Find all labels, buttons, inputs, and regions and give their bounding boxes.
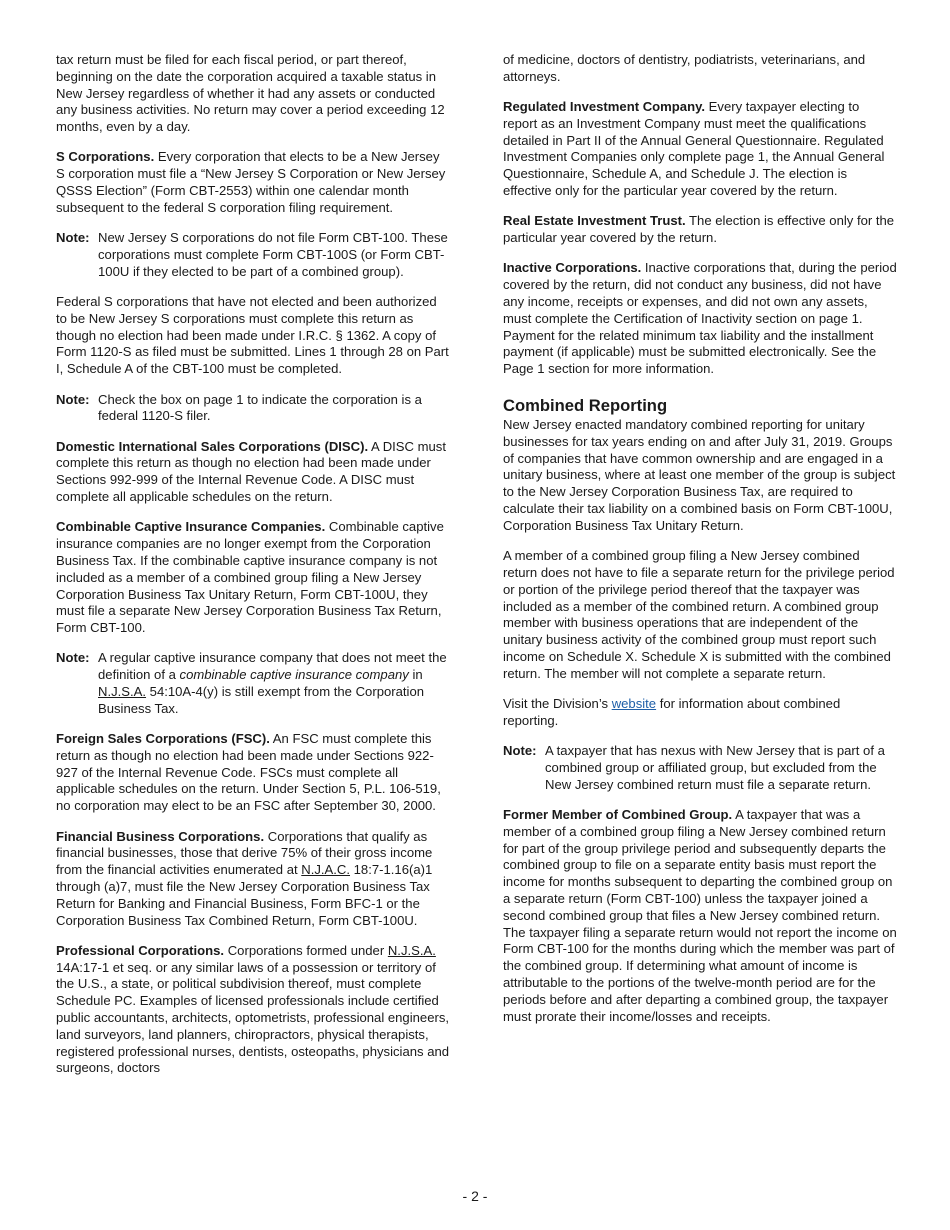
njsa-reference: N.J.S.A.: [98, 684, 147, 699]
disc-paragraph: [56, 439, 450, 506]
ric-paragraph: [503, 99, 897, 200]
visit-text: for information about combined reporting.: [503, 696, 841, 728]
right-column: [503, 52, 897, 1039]
ric-text: Every taxpayer electing to report as an Investment Company must meet the qualifications detailed in Part II of the Annual General Questionnaire. Regulated Investment Companies only complete page 1, the Annual General Questionnaire, Schedule A, and Schedule J. The election is effective only for the particular year covered by the return.: [503, 99, 885, 199]
professional-corporations-heading: Professional Corporations.: [56, 942, 225, 958]
note-s-corp: [56, 230, 450, 280]
website-link[interactable]: website: [611, 696, 657, 711]
note-label: Note:: [503, 743, 537, 759]
note-text: A taxpayer that has nexus with New Jersey that is part of a combined group or affiliated group, but excluded from the New Jersey combined return must file a separate return.: [545, 743, 885, 792]
professional-corporations-paragraph: [56, 943, 450, 1077]
combined-reporting-title: Combined Reporting: [503, 396, 668, 416]
note-text-part: A regular captive insurance company that does not meet the definition of a: [98, 650, 447, 683]
combined-paragraph-2: A member of a combined group filing a New Jersey combined return does not have to file a separate return for the privilege period or portion of the privilege period thereof that the taxpayer was included as a member of the combined return. A combined group member with business operations that are independent of the unitary business activity of the combined group must report such income on Schedule X. Schedule X is submitted with the combined return. The member will not complete a separate return.: [503, 548, 895, 681]
disc-heading: Domestic International Sales Corporations (DISC).: [56, 438, 369, 454]
captive-insurance-heading: Combinable Captive Insurance Companies.: [56, 519, 326, 535]
note-1120s: [56, 392, 450, 426]
captive-insurance-paragraph: [56, 519, 450, 637]
professional-corporations-text: Corporations formed under: [224, 942, 388, 958]
ric-heading: Regulated Investment Company.: [503, 99, 706, 115]
note-nexus: [503, 743, 897, 793]
note-text: Check the box on page 1 to indicate the corporation is a federal 1120-S filer.: [98, 391, 422, 424]
financial-business-text: Corporations that qualify as financial businesses, those that derive 75% of their gross income from the financial activities enumerated at: [56, 828, 433, 878]
note-text-part: in: [408, 667, 423, 683]
note-text: New Jersey S corporations do not file Form CBT-100. These corporations must complete Form CBT-100S (or Form CBT-100U if they elected to be part of a combined group).: [98, 230, 448, 279]
continued-paragraph: of medicine, doctors of dentistry, podiatrists, veterinarians, and attorneys.: [503, 52, 866, 84]
reit-heading: Real Estate Investment Trust.: [503, 213, 686, 229]
visit-paragraph: [503, 696, 897, 730]
financial-business-paragraph: [56, 829, 450, 930]
reit-text: The election is effective only for the particular year covered by the return.: [503, 213, 895, 246]
federal-s-paragraph: Federal S corporations that have not elected and been authorized to be New Jersey S corporations must complete this return as though no election had been made under I.R.C. § 1362. A copy of Form 1120-S as filed must be submitted. Lines 1 through 28 on Part I, Schedule A of the CBT-100 must be completed.: [56, 294, 449, 377]
former-member-heading: Former Member of Combined Group.: [503, 806, 733, 822]
fsc-paragraph: [56, 731, 450, 815]
s-corporations-heading: S Corporations.: [56, 149, 155, 165]
s-corporations-paragraph: [56, 149, 450, 216]
disc-text: A DISC must complete this return as though no election had been made under Sections 992-999 of the Internal Revenue Code. A DISC must complete all applicable schedules on the return.: [56, 438, 446, 505]
visit-text: Visit the Division’s: [503, 696, 612, 711]
financial-business-text: 18:7-1.16(a)1 through (a)7, must file the New Jersey Corporation Business Tax Return for Banking and Financial Business, Form BFC-1 or the Corporation Business Tax Combined Return, Form CBT-100U.: [56, 862, 433, 928]
inactive-text: Inactive corporations that, during the period covered by the return, did not conduct any business, did not have any income, receipts or expenses, and did not own any assets, must complete the Certification of Inactivity section on page 1. Payment for the related minimum tax liability and the installment payment (if applicable) must be submitted electronically. See the Page 1 section for more information.: [503, 260, 897, 377]
left-column: [56, 52, 450, 1091]
page-number: - 2 -: [462, 1188, 488, 1204]
note-text: [98, 650, 450, 717]
reit-paragraph: [503, 213, 897, 247]
fsc-heading: Foreign Sales Corporations (FSC).: [56, 731, 270, 747]
njsa-reference: N.J.S.A.: [387, 942, 436, 958]
note-captive: [56, 650, 450, 717]
intro-paragraph: tax return must be filed for each fiscal period, or part thereof, beginning on the date the corporation acquired a taxable status in New Jersey regardless of whether it had any assets or conducted any business activities. No return may cover a period exceeding 12 months, even by a day.: [56, 52, 445, 135]
fsc-text: An FSC must complete this return as though no election had been made under Sections 922-927 of the Internal Revenue Code. FSCs must complete all applicable schedules on the return. Under Section 5, P.L. 106-519, no corporation may elect to be an FSC after September 30, 2000.: [56, 731, 441, 814]
note-label: Note:: [56, 391, 90, 407]
inactive-paragraph: [503, 260, 897, 378]
former-member-text: A taxpayer that was a member of a combined group filing a New Jersey combined return for part of the group privilege period and subsequently departs the combined group to file on a separate entity basis must report the income for months subsequent to departing the combined group on a separate return (Form CBT-100) unless the taxpayer joined a second combined group that files a New Jersey combined return. The taxpayer filing a separate return would not report the income on Form CBT-100 for the months during which the member was part of the combined group. If determining what amount of income is attributable to the portions of the twelve-month period are for the periods before and after departing a combined group, the taxpayer must prorate their income/losses and receipts.: [503, 806, 897, 1024]
inactive-heading: Inactive Corporations.: [503, 260, 642, 276]
s-corporations-text: Every corporation that elects to be a New Jersey S corporation must file a “New Jersey S Corporation or New Jersey QSSS Election” (Form CBT-2553) within one calendar month subsequent to the federal S corporation filing requirement.: [56, 149, 446, 215]
note-italic-term: combinable captive insurance company: [179, 667, 409, 683]
captive-insurance-text: Combinable captive insurance companies are no longer exempt from the Corporation Business Tax. If the combinable captive insurance company is not included as a member of a combined group filing a New Jersey Corporation Business Tax Unitary Return, Form CBT-100U, they must file a separate New Jersey Corporation Business Tax Return, Form CBT-100.: [56, 519, 444, 636]
note-text-part: 54:10A-4(y) is still exempt from the Corporation Business Tax.: [98, 684, 425, 716]
combined-paragraph-1: New Jersey enacted mandatory combined reporting for unitary businesses for tax years ending on and after July 31, 2019. Groups of companies that have common ownership and are engaged in a unitary business, where at least one member of the group is subject to the New Jersey Corporation Business Tax, are required to calculate their tax liability on a combined basis on Form CBT-100U, Corporation Business Tax Unitary Return.: [503, 417, 896, 533]
professional-corporations-text: 14A:17-1 et seq. or any similar laws of a possession or territory of the U.S., a state, or political subdivision thereof, must complete Schedule PC. Examples of licensed professionals include certified public accountants, architects, optometrists, professional engineers, land surveyors, land planners, chiropractors, physical therapists, registered professional nurses, dentists, osteopaths, physicians and surgeons, doctors: [56, 959, 450, 1076]
former-member-paragraph: [503, 807, 897, 1025]
financial-business-heading: Financial Business Corporations.: [56, 828, 265, 844]
note-label: Note:: [56, 650, 90, 666]
njac-reference: N.J.A.C.: [301, 862, 351, 878]
note-label: Note:: [56, 230, 90, 246]
